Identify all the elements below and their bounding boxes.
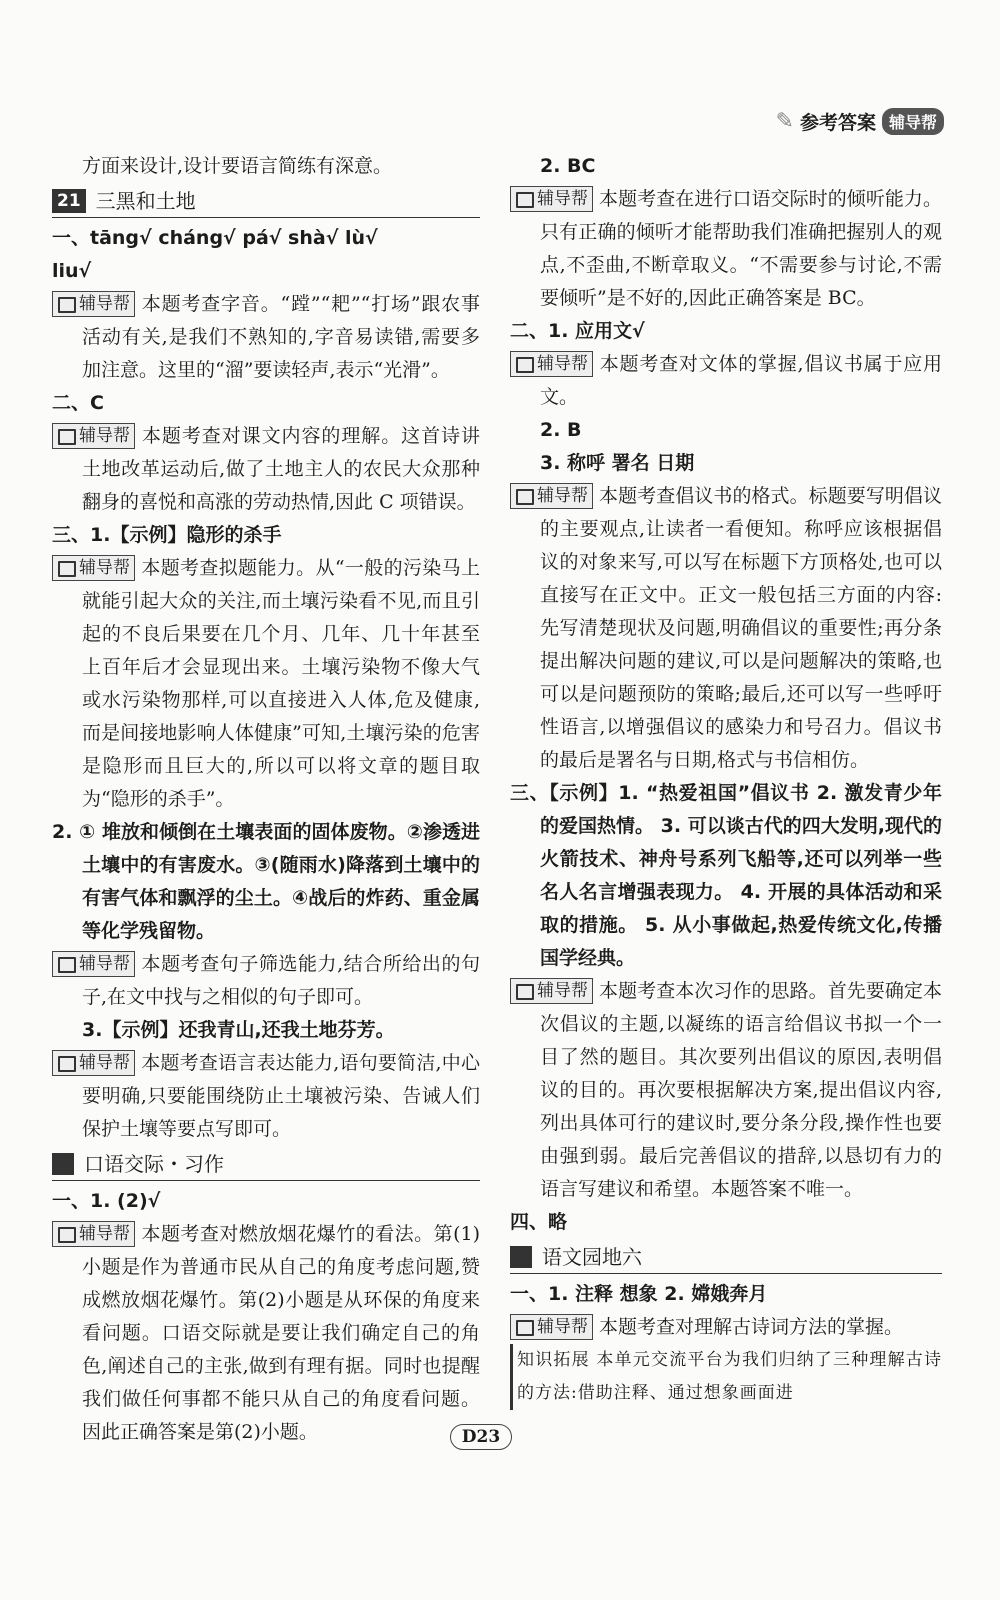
answer-paragraph: 三、【示例】1. “热爱祖国”倡议书 2. 激发青少年的爱国热情。 3. 可以谈古代的四大发明,现代的火箭技术、神舟号系列飞船等,还可以列举一些名人名言增强表现力。 4. 开展的具体活动和采取的措施。 5. 从小事做起,热爱传统文化,传播国学经典。 — [510, 782, 942, 969]
hint-badge: 辅导帮 — [52, 423, 135, 449]
hint-badge: 辅导帮 — [52, 951, 135, 977]
hint-paragraph — [510, 480, 942, 777]
section-marker — [510, 1246, 532, 1268]
hint-paragraph — [52, 288, 480, 387]
hint-paragraph — [52, 420, 480, 519]
hint-text: 本题考查对课文内容的理解。这首诗讲土地改革运动后,做了土地主人的农民大众那种翻身的喜悦和高涨的劳动热情,因此 C 项错误。 — [82, 425, 480, 513]
answer-line: liu√ — [52, 260, 92, 282]
answer-line: 2. B — [540, 419, 582, 441]
hint-paragraph — [52, 552, 480, 816]
answer-line: 二、C — [52, 392, 104, 414]
section-header-21 — [52, 185, 480, 218]
hint-badge: 辅导帮 — [52, 555, 135, 581]
answer-line: 二、1. 应用文√ — [510, 320, 645, 342]
hint-paragraph — [510, 183, 942, 315]
hint-text: 本题考查本次习作的思路。首先要确定本次倡议的主题,以凝练的语言给倡议书拟一个一目了然的题目。其次要列出倡议的原因,表明倡议的目的。再次要根据解决方案,提出倡议内容,列出具体可行的建议时,要分条分段,操作性也要由强到弱。最后完善倡议的措辞,以恳切有力的语言写建议和希望。本题答案不唯一。 — [540, 980, 942, 1200]
hint-badge: 辅导帮 — [510, 186, 593, 212]
section-number: 21 — [52, 189, 86, 213]
section-title: 三黑和土地 — [95, 188, 196, 213]
hint-text: 本题考查语言表达能力,语句要简洁,中心要明确,只要能围绕防止土壤被污染、告诫人们保护土壤等要点写即可。 — [82, 1052, 480, 1140]
hint-text: 本题考查字音。“蹚”“耙”“打场”跟农事活动有关,是我们不熟知的,字音易读错,需要多加注意。这里的“溜”要读轻声,表示“光滑”。 — [82, 293, 480, 381]
answer-line: 2. BC — [540, 155, 596, 177]
hint-text: 本题考查对文体的掌握,倡议书属于应用文。 — [540, 353, 942, 408]
header-label: 参考答案 — [799, 112, 876, 134]
section-header-oral — [52, 1148, 480, 1181]
section-header-garden — [510, 1241, 942, 1274]
answer-line: 四、略 — [510, 1211, 568, 1233]
answer-paragraph: 2. ① 堆放和倾倒在土壤表面的固体废物。②渗透进土壤中的有害废水。③(随雨水)降落到土壤中的有害气体和飘浮的尘土。④战后的炸药、重金属等化学残留物。 — [52, 821, 480, 942]
section-title: 语文园地六 — [542, 1244, 642, 1269]
hint-text: 本题考查对理解古诗词方法的掌握。 — [599, 1316, 904, 1338]
answer-line: 三、1.【示例】隐形的杀手 — [52, 524, 282, 546]
section-marker — [52, 1153, 74, 1175]
answer-line: 一、1. (2)√ — [52, 1190, 161, 1212]
hint-text: 本题考查拟题能力。从“一般的污染马上就能引起大众的关注,而土壤污染看不见,而且引起的不良后果要在几个月、几年、几十年甚至上百年后才会显现出来。土壤污染物不像大气或水污染物那样,可以直接进入人体,危及健康,而是间接地影响人体健康”可知,土壤污染的危害是隐形而且巨大的,所以可以将文章的题目取为“隐形的杀手”。 — [82, 557, 480, 810]
hint-text: 本题考查在进行口语交际时的倾听能力。只有正确的倾听才能帮助我们准确把握别人的观点,不歪曲,不断章取义。“不需要参与讨论,不需要倾听”是不好的,因此正确答案是 BC。 — [540, 188, 942, 309]
knowledge-extension: 知识拓展 本单元交流平台为我们归纳了三种理解古诗的方法:借助注释、通过想象画面进 — [510, 1344, 942, 1410]
hint-paragraph — [510, 1311, 942, 1344]
hint-paragraph — [510, 348, 942, 414]
text-line: 方面来设计,设计要语言简练有深意。 — [82, 155, 393, 177]
hint-badge: 辅导帮 — [52, 1050, 135, 1076]
answer-line: 一、1. 注释 想象 2. 嫦娥奔月 — [510, 1283, 768, 1305]
hint-text: 本题考查对燃放烟花爆竹的看法。第(1)小题是作为普通市民从自己的角度考虑问题,赞成燃放烟花爆竹。第(2)小题是从环保的角度来看问题。口语交际就是要让我们确定自己的角色,阐述自己的主张,做到有理有据。同时也提醒我们做任何事都不能只从自己的角度看问题。因此正确答案是第(2)小题。 — [82, 1223, 480, 1443]
hint-badge: 辅导帮 — [510, 351, 593, 377]
hint-text: 本题考查句子筛选能力,结合所给出的句子,在文中找与之相似的句子即可。 — [82, 953, 480, 1008]
hint-paragraph — [52, 1218, 480, 1449]
right-column — [510, 150, 942, 1410]
answer-line: 3.【示例】还我青山,还我土地芬芳。 — [82, 1019, 395, 1041]
page-number: D23 — [450, 1424, 512, 1450]
hint-paragraph — [510, 975, 942, 1206]
hint-badge: 辅导帮 — [52, 1221, 135, 1247]
hint-badge: 辅导帮 — [510, 1314, 593, 1340]
page-header — [776, 108, 944, 135]
hint-text: 本题考查倡议书的格式。标题要写明倡议的主要观点,让读者一看便知。称呼应该根据倡议的对象来写,可以写在标题下方顶格处,也可以直接写在正文中。正文一般包括三方面的内容:先写清楚现状及问题,明确倡议的重要性;再分条提出解决问题的建议,可以是问题解决的策略,也可以是问题预防的策略;最后,还可以写一些呼吁性语言,以增强倡议的感染力和号召力。倡议书的最后是署名与日期,格式与书信相仿。 — [540, 485, 942, 771]
answer-line: 一、tāng√ cháng√ pá√ shà√ lù√ — [52, 227, 378, 249]
hint-badge: 辅导帮 — [52, 291, 135, 317]
section-title: 口语交际・习作 — [84, 1151, 224, 1176]
pencil-icon: ✎ — [775, 109, 794, 134]
hint-badge: 辅导帮 — [510, 978, 593, 1004]
left-column — [52, 150, 480, 1449]
hint-paragraph — [52, 948, 480, 1014]
hint-paragraph — [52, 1047, 480, 1146]
hint-badge: 辅导帮 — [510, 483, 593, 509]
answer-line: 3. 称呼 署名 日期 — [540, 452, 695, 474]
header-badge: 辅导帮 — [882, 108, 944, 135]
